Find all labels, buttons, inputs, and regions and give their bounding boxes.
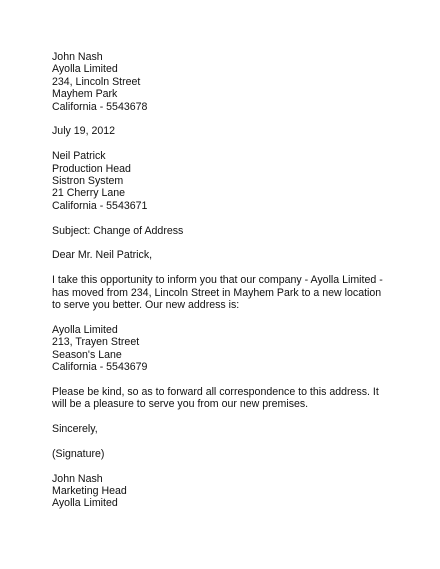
sender-company: Ayolla Limited — [52, 63, 118, 76]
signoff-title: Marketing Head — [52, 485, 127, 498]
recipient-company: Sistron System — [52, 175, 124, 188]
sender-city: Mayhem Park — [52, 88, 118, 101]
recipient-street: 21 Cherry Lane — [52, 187, 126, 200]
recipient-state-phone: California - 5543671 — [52, 199, 148, 212]
salutation-text: Dear Mr. Neil Patrick, — [52, 249, 153, 262]
body-paragraph-2 — [52, 386, 392, 411]
signoff-block — [52, 473, 392, 510]
sender-state-phone: California - 5543678 — [52, 100, 148, 113]
sender-address — [52, 51, 392, 113]
signoff-company: Ayolla Limited — [52, 497, 118, 510]
letter-date — [52, 125, 392, 137]
closing-text: Sincerely, — [52, 423, 98, 436]
body-paragraph-1-text: I take this opportunity to inform you that our company - Ayolla Limited - has moved from 234, Lincoln Street in Mayhem Park to a new location to serve you better. Our new address is: — [52, 274, 383, 312]
body-paragraph-2-text: Please be kind, so as to forward all correspondence to this address. It will be a pleasure to serve you from our new premises. — [52, 385, 379, 411]
sender-name: John Nash — [52, 51, 103, 63]
sender-street: 234, Lincoln Street — [52, 75, 141, 88]
closing — [52, 423, 392, 435]
new-address-area: Season's Lane — [52, 348, 122, 361]
new-address — [52, 324, 392, 374]
recipient-name: Neil Patrick — [52, 150, 106, 163]
signoff-name: John Nash — [52, 472, 103, 485]
subject-text: Subject: Change of Address — [52, 224, 184, 237]
recipient-address — [52, 150, 392, 212]
new-address-street: 213, Trayen Street — [52, 336, 140, 349]
signature-placeholder — [52, 448, 392, 460]
new-address-state-phone: California - 5543679 — [52, 361, 148, 374]
letter — [52, 51, 392, 522]
subject-line — [52, 225, 392, 237]
date-text: July 19, 2012 — [52, 125, 116, 138]
signature-text: (Signature) — [52, 447, 105, 460]
salutation — [52, 249, 392, 261]
recipient-title: Production Head — [52, 162, 131, 175]
new-address-company: Ayolla Limited — [52, 323, 118, 336]
body-paragraph-1 — [52, 274, 392, 311]
